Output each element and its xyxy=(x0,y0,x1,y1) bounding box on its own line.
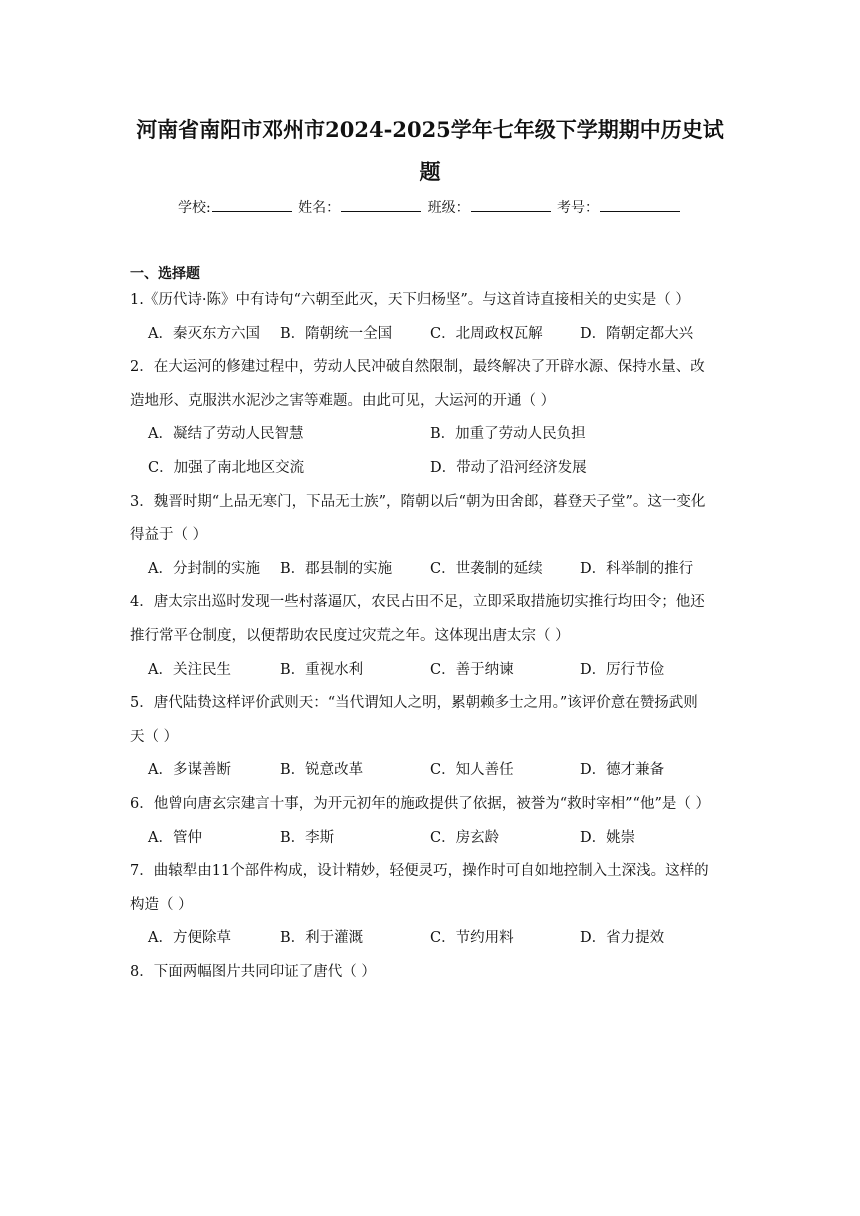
question-2-stem-line: 2．在大运河的修建过程中，劳动人民冲破自然限制，最终解决了开辟水源、保持水量、改 xyxy=(130,359,705,376)
exam-title-line1: 河南省南阳市邓州市2024-2025学年七年级下学期期中历史试 xyxy=(136,117,724,142)
question-1-stem-line: 1.《历代诗·陈》中有诗句“六朝至此灭，天下归杨坚”。与这首诗直接相关的史实是（ ） xyxy=(130,292,690,308)
question-7-stem-line: 7．曲辕犁由11个部件构成，设计精妙，轻便灵巧，操作时可自如地控制入土深浅。这样的 xyxy=(130,863,709,880)
exam-no-label: 考号： xyxy=(557,200,600,216)
school-blank[interactable] xyxy=(212,196,292,212)
question-5-option-b[interactable]: B．锐意改革 xyxy=(280,762,364,779)
question-1-option-c[interactable]: C．北周政权瓦解 xyxy=(430,325,543,342)
question-5-stem-line: 5．唐代陆贽这样评价武则天：“当代谓知人之明，累朝赖多士之用。”该评价意在赞扬武则 xyxy=(130,695,698,712)
question-6-option-d[interactable]: D．姚崇 xyxy=(580,829,636,846)
question-2-option-c[interactable]: C．加强了南北地区交流 xyxy=(148,460,305,476)
question-7-option-c[interactable]: C．节约用料 xyxy=(430,930,514,947)
question-8-stem-line: 8．下面两幅图片共同印证了唐代（ ） xyxy=(130,964,376,980)
question-1-option-b[interactable]: B．隋朝统一全国 xyxy=(280,325,393,342)
class-label: 班级： xyxy=(427,200,470,216)
exam-no-blank[interactable] xyxy=(600,196,680,212)
question-4-stem-line: 推行常平仓制度，以便帮助农民度过灾荒之年。这体现出唐太宗（ ） xyxy=(130,628,570,644)
question-4-option-c[interactable]: C．善于纳谏 xyxy=(430,661,514,678)
question-3-option-d[interactable]: D．科举制的推行 xyxy=(580,560,694,577)
class-blank[interactable] xyxy=(471,196,551,212)
question-3-stem-line: 3．魏晋时期“上品无寒门，下品无士族”，隋朝以后“朝为田舍郎，暮登天子堂”。这一变化 xyxy=(130,493,706,510)
question-4-option-b[interactable]: B．重视水利 xyxy=(280,661,364,678)
question-5-stem-line: 天（ ） xyxy=(130,728,179,745)
question-1-option-d[interactable]: D．隋朝定都大兴 xyxy=(580,325,694,342)
question-4-option-a[interactable]: A．关注民生 xyxy=(148,661,231,678)
name-blank[interactable] xyxy=(341,196,421,212)
question-6-option-c[interactable]: C．房玄龄 xyxy=(430,829,500,846)
question-6-stem-line: 6．他曾向唐玄宗建言十事，为开元初年的施政提供了依据，被誉为“救时宰相”“他”是（ ） xyxy=(130,796,710,812)
exam-title-line2: 题 xyxy=(419,159,441,184)
question-4-option-d[interactable]: D．厉行节俭 xyxy=(580,661,665,678)
question-3-option-b[interactable]: B．郡县制的实施 xyxy=(280,560,393,577)
question-2-option-b[interactable]: B．加重了劳动人民负担 xyxy=(430,426,586,443)
school-label: 学校: xyxy=(177,200,211,216)
question-6-option-b[interactable]: B．李斯 xyxy=(280,829,335,846)
question-4-stem-line: 4．唐太宗出巡时发现一些村落逼仄，农民占田不足，立即采取措施切实推行均田令；他还 xyxy=(130,594,705,611)
question-2-option-d[interactable]: D．带动了沿河经济发展 xyxy=(430,460,587,476)
question-3-option-a[interactable]: A．分封制的实施 xyxy=(148,560,260,577)
question-5-option-a[interactable]: A．多谋善断 xyxy=(148,762,231,779)
question-7-option-d[interactable]: D．省力提效 xyxy=(580,930,665,947)
question-7-option-b[interactable]: B．利于灌溉 xyxy=(280,930,364,947)
question-7-stem-line: 构造（ ） xyxy=(130,896,193,913)
question-2-stem-line: 造地形、克服洪水泥沙之害等难题。由此可见，大运河的开通（ ） xyxy=(130,392,556,409)
name-label: 姓名： xyxy=(298,200,341,216)
question-5-option-c[interactable]: C．知人善任 xyxy=(430,762,514,779)
section-title: 一、选择题 xyxy=(130,266,200,282)
question-1-option-a[interactable]: A．秦灭东方六国 xyxy=(148,325,260,342)
question-7-option-a[interactable]: A．方便除草 xyxy=(148,930,231,947)
question-3-stem-line: 得益于（ ） xyxy=(130,527,208,544)
student-info-row xyxy=(0,196,860,219)
question-5-option-d[interactable]: D．德才兼备 xyxy=(580,762,665,779)
question-2-option-a[interactable]: A．凝结了劳动人民智慧 xyxy=(148,426,304,443)
question-3-option-c[interactable]: C．世袭制的延续 xyxy=(430,560,543,577)
question-6-option-a[interactable]: A．管仲 xyxy=(148,829,202,846)
